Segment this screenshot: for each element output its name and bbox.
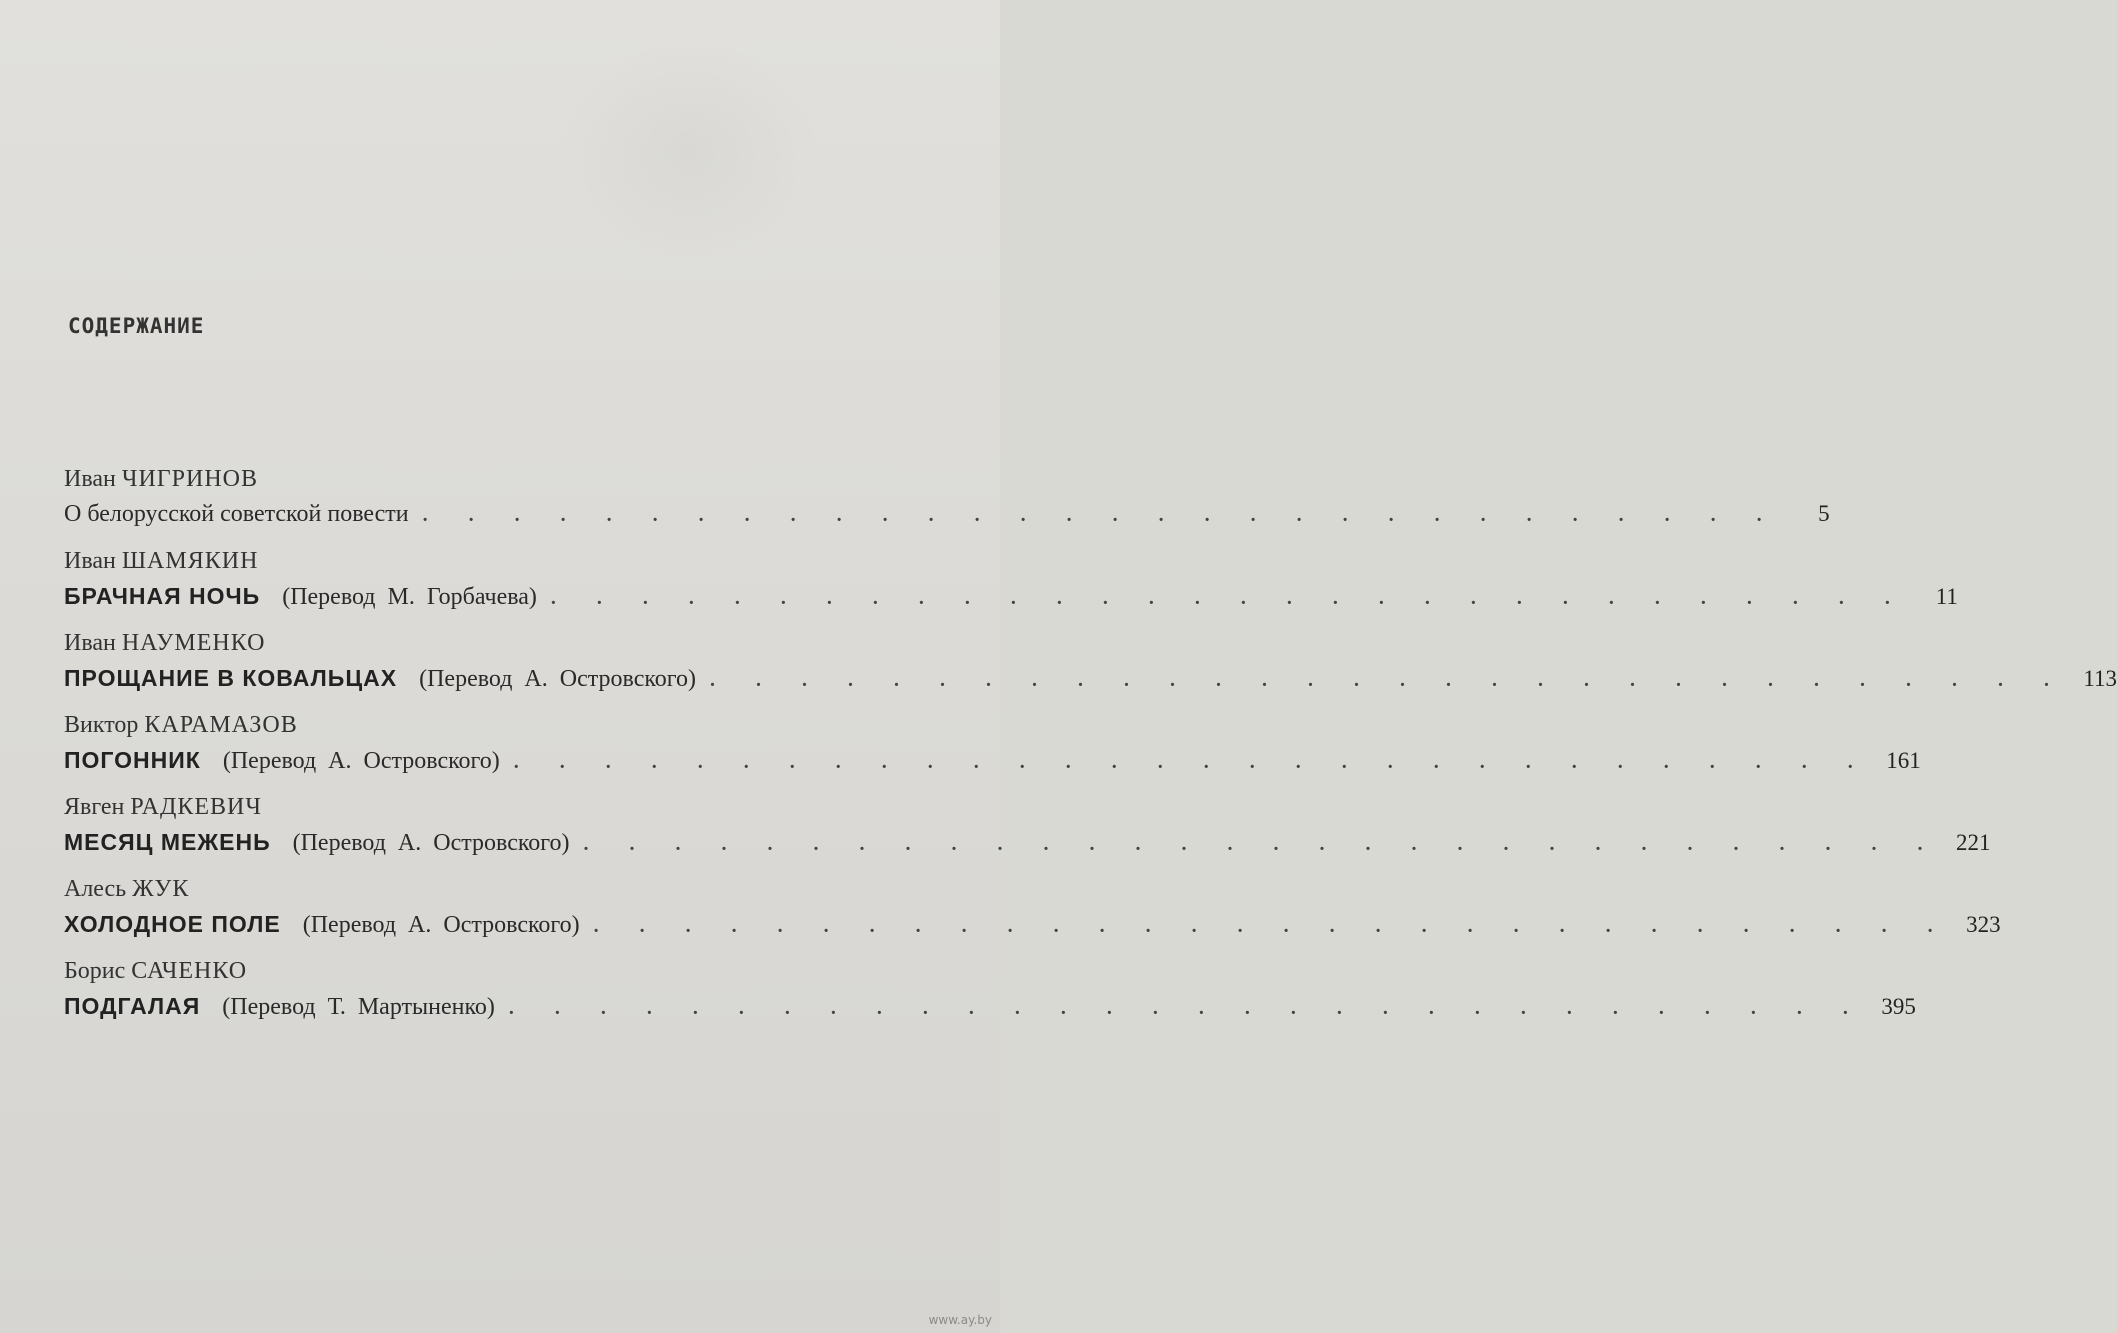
author-first-name: Алесь: [64, 876, 127, 902]
work-title: ПОГОННИК: [64, 747, 201, 773]
author-first-name: Иван: [64, 548, 116, 574]
author-name: [64, 872, 189, 906]
page-number: 5: [1818, 501, 1830, 526]
page-number: 395: [1881, 994, 1916, 1019]
toc-entry: [64, 626, 2117, 708]
author-first-name: Иван: [64, 466, 116, 492]
translator-note: (Перевод Т. Мартыненко): [222, 994, 495, 1020]
author-first-name: Иван: [64, 630, 116, 656]
page-number: 221: [1956, 830, 1991, 855]
translator-note: (Перевод А. Островского): [302, 912, 580, 938]
dot-leader: . . . . . . . . . . . . . . . . . . . . . . . . . . . . . .: [710, 669, 2068, 691]
dot-leader: . . . . . . . . . . . . . . . . . . . . . . . . . . . . . .: [593, 915, 1951, 937]
toc-line: [64, 742, 1921, 778]
work-title: БРАЧНАЯ НОЧЬ: [64, 583, 261, 609]
watermark: www.ay.by: [928, 1313, 992, 1327]
author-surname: КАРАМАЗОВ: [144, 712, 298, 738]
show-through-text: [560, 40, 820, 260]
work-title: ХОЛОДНОЕ ПОЛЕ: [64, 911, 281, 937]
author-surname: НАУМЕНКО: [121, 630, 266, 656]
author-surname: РАДКЕВИЧ: [130, 794, 262, 820]
translator-note: (Перевод М. Горбачева): [282, 584, 537, 610]
toc-line: [64, 578, 1958, 614]
author-first-name: Виктор: [64, 712, 139, 738]
page-title: СОДЕРЖАНИЕ: [68, 314, 205, 338]
author-surname: САЧЕНКО: [131, 958, 248, 984]
work-title: ПРОЩАНИЕ В КОВАЛЬЦАХ: [64, 665, 398, 691]
toc-entry: [64, 790, 1991, 872]
toc-line: [64, 824, 1991, 860]
author-name: [64, 954, 247, 988]
author-name: [64, 462, 258, 496]
toc-entry: [64, 872, 2001, 954]
page-number: 11: [1935, 584, 1958, 609]
toc-entry: [64, 462, 1830, 544]
dot-leader: . . . . . . . . . . . . . . . . . . . . . . . . . . . . . .: [508, 997, 1866, 1019]
author-name: [64, 708, 298, 742]
work-title: О белорусской советской повести: [64, 501, 409, 527]
translator-note: (Перевод А. Островского): [292, 830, 570, 856]
author-name: [64, 626, 265, 660]
page-number: 161: [1886, 748, 1921, 773]
toc-line: [64, 906, 2001, 942]
translator-note: (Перевод А. Островского): [419, 666, 697, 692]
work-title: МЕСЯЦ МЕЖЕНЬ: [64, 829, 271, 855]
toc-entry: [64, 954, 1916, 1036]
toc-line: [64, 496, 1830, 532]
author-name: [64, 544, 258, 578]
author-name: [64, 790, 262, 824]
page-number: 113: [2083, 666, 2117, 691]
author-first-name: Борис: [64, 958, 126, 984]
author-surname: ЧИГРИНОВ: [121, 466, 258, 492]
toc-line: [64, 988, 1916, 1024]
translator-note: (Перевод А. Островского): [222, 748, 500, 774]
dot-leader: . . . . . . . . . . . . . . . . . . . . . . . . . . . . . .: [513, 751, 1871, 773]
dot-leader: . . . . . . . . . . . . . . . . . . . . . . . . . . . . . .: [550, 587, 1908, 609]
dot-leader: . . . . . . . . . . . . . . . . . . . . . . . . . . . . . .: [583, 833, 1941, 855]
author-surname: ЖУК: [132, 876, 190, 902]
toc-entry: [64, 544, 1958, 626]
dot-leader: . . . . . . . . . . . . . . . . . . . . . . . . . . . . . .: [422, 504, 1780, 526]
author-first-name: Явген: [64, 794, 125, 820]
work-title: ПОДГАЛАЯ: [64, 993, 201, 1019]
author-surname: ШАМЯКИН: [121, 548, 259, 574]
table-of-contents: [64, 462, 2117, 1036]
toc-line: [64, 660, 2117, 696]
page-number: 323: [1966, 912, 2001, 937]
toc-entry: [64, 708, 1921, 790]
